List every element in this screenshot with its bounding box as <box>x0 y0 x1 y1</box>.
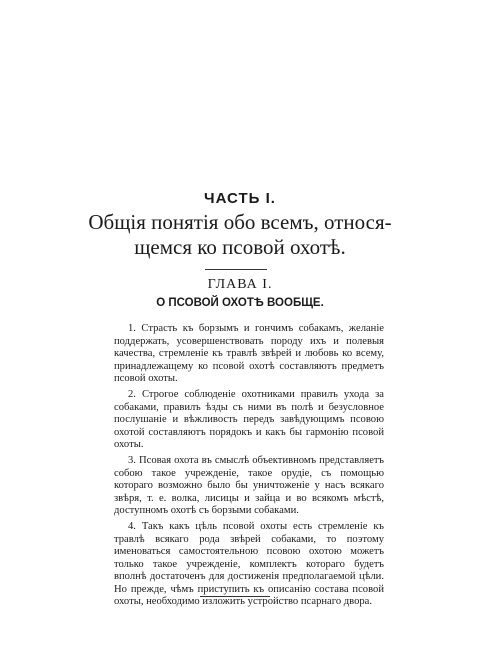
paragraph-3: 3. Псовая охота въ смыслѣ объективномъ представляетъ собою такое учрежденіе, такое орудіе, съ помощью котораго возможно было бы уничтоженіе у насъ всякаго звѣря, т. е. волка, лисицы и зайца и во всякомъ мѣстѣ, доступномъ охотѣ съ борзыми собаками. <box>114 454 384 517</box>
paragraph-2: 2. Строгое соблюденіе охотниками правилъ ухода за собаками, правилъ ѣзды съ ними въ полѣ и безусловное послушаніе и вѣжливость передъ завѣдующимъ псовою охотой составляютъ порядокъ и какъ бы гармонію псовой охоты. <box>114 388 384 451</box>
divider-rule <box>205 269 267 270</box>
body-text <box>114 323 384 612</box>
main-title: Общія понятія обо всемъ, относя-щемся ко псовой охотѣ. <box>88 210 392 259</box>
chapter-title: ГЛАВА I. <box>207 277 273 292</box>
part-title: ЧАСТЬ I. <box>204 190 276 207</box>
paragraph-1: 1. Страсть къ борзымъ и гончимъ собакамъ, желаніе поддержать, усовершенствовать породу ихъ и полевыя качества, стремленіе къ травлѣ звѣрей и любовь ко всему, принадлежащему ко псовой охотѣ составляютъ предметъ псовой охоты. <box>114 323 384 385</box>
paragraph-4: 4. Такъ какъ цѣль псовой охоты есть стремленіе къ травлѣ всякаго рода звѣрей собаками, то поэтому именоваться самостоятельною псовою охотою можетъ только такое учрежденіе, комплектъ котораго будетъ вполнѣ достаточенъ для достиженія предполагаемой цѣли. Но прежде, чѣмъ приступить къ описанію состава псовой охоты, необходимо изложить устройство псарнаго двора. <box>114 520 384 608</box>
chapter-subtitle: О ПСОВОЙ ОХОТѢ ВООБЩЕ. <box>156 297 324 309</box>
end-divider-rule <box>200 596 270 597</box>
